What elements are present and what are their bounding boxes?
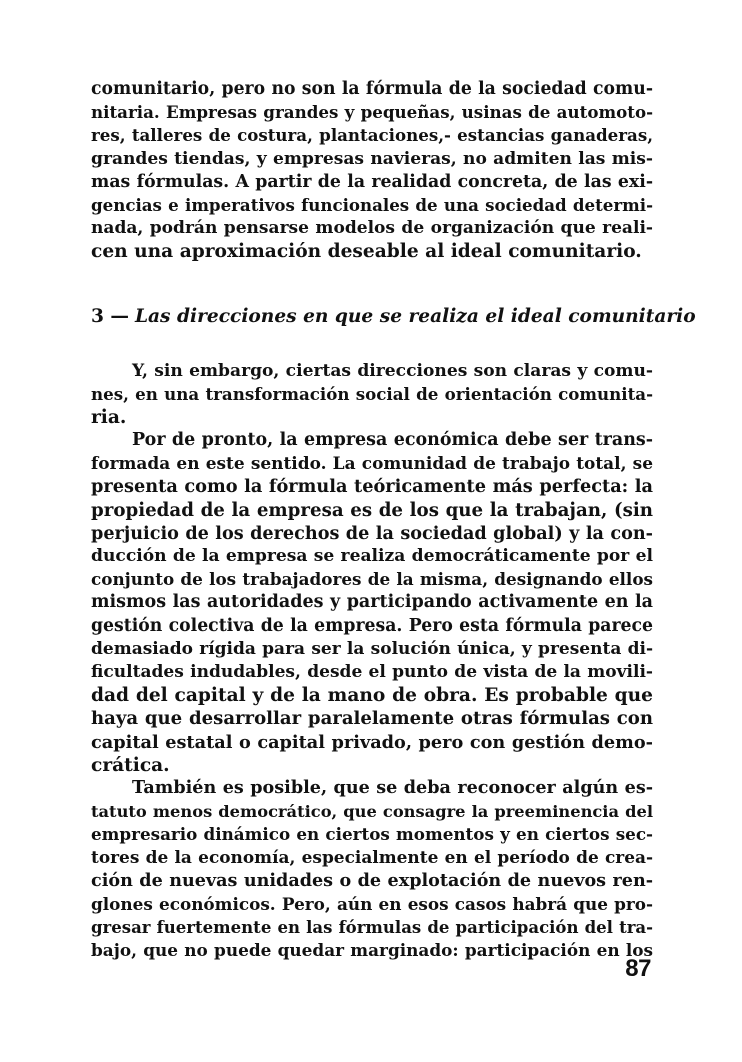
- text-line: capital estatal o capital privado, pero con gestión demo-: [91, 731, 653, 753]
- paragraph-3: [91, 777, 653, 963]
- text-line: También es posible, que se deba reconocer algún es-: [132, 777, 653, 798]
- text-line: crática.: [91, 754, 170, 776]
- text-line: nes, en una transformación social de orientación comunita-: [91, 383, 653, 404]
- paragraph-top: [91, 78, 653, 264]
- section-heading: [91, 305, 696, 329]
- text-line: ducción de la empresa se realiza democráticamente por el: [91, 546, 653, 566]
- text-line: mas fórmulas. A partir de la realidad concreta, de las exi-: [91, 171, 653, 192]
- text-line: gestión colectiva de la empresa. Pero esta fórmula parece: [91, 615, 653, 636]
- text-line: ria.: [91, 406, 127, 428]
- text-line: conjunto de los trabajadores de la misma, designando ellos: [91, 569, 653, 590]
- page-number: 87: [625, 955, 651, 982]
- text-line: tatuto menos democrático, que consagre la preeminencia del: [91, 802, 653, 822]
- paragraph-1: [91, 360, 653, 430]
- text-line: res, talleres de costura, plantaciones,- estancias ganaderas,: [91, 125, 653, 146]
- text-line: empresario dinámico en ciertos momentos y en ciertos sec-: [91, 824, 653, 845]
- text-line: haya que desarrollar paralelamente otras fórmulas con: [91, 708, 653, 730]
- text-line: grandes tiendas, y empresas navieras, no admiten las mis-: [91, 148, 653, 169]
- text-line: comunitario, pero no son la fórmula de la sociedad comu-: [91, 79, 653, 99]
- section-spacer: [91, 264, 653, 305]
- text-line: gencias e imperativos funcionales de una sociedad determi-: [91, 194, 653, 215]
- text-line: ción de nuevas unidades o de explotación de nuevos ren-: [91, 870, 653, 891]
- text-line: bajo, que no puede quedar marginado: participación en los: [91, 940, 653, 961]
- text-line: ficultades indudables, desde el punto de vista de la movili-: [91, 661, 653, 682]
- text-line: demasiado rígida para ser la solución única, y presenta di-: [91, 638, 653, 659]
- text-line: propiedad de la empresa es de los que la trabajan, (sin: [91, 499, 653, 521]
- text-line: Y, sin embargo, ciertas direcciones son claras y comu-: [132, 360, 653, 381]
- text-line: dad del capital y de la mano de obra. Es probable que: [91, 685, 653, 707]
- text-line: gresar fuertemente en las fórmulas de participación del tra-: [91, 917, 653, 937]
- text-line: mismos las autoridades y participando activamente en la: [91, 592, 653, 613]
- text-line: nitaria. Empresas grandes y pequeñas, usinas de automoto-: [91, 102, 653, 123]
- text-line: tores de la economía, especialmente en el período de crea-: [91, 847, 653, 868]
- section-number: 3 —: [91, 305, 130, 327]
- paragraph-2: [91, 429, 653, 777]
- text-line: nada, podrán pensarse modelos de organización que reali-: [91, 218, 653, 239]
- section-title: Las direcciones en que se realiza el ideal comunitario: [134, 305, 696, 327]
- text-line: Por de pronto, la empresa económica debe ser trans-: [132, 430, 653, 451]
- text-line: glones económicos. Pero, aún en esos casos habrá que pro-: [91, 893, 653, 914]
- page-body: [91, 78, 696, 962]
- text-line: presenta como la fórmula teóricamente más perfecta: la: [91, 476, 653, 498]
- text-line: formada en este sentido. La comunidad de trabajo total, se: [91, 453, 653, 474]
- text-line: perjuicio de los derechos de la sociedad global) y la con-: [91, 522, 653, 544]
- text-line: cen una aproximación deseable al ideal comunitario.: [91, 241, 642, 263]
